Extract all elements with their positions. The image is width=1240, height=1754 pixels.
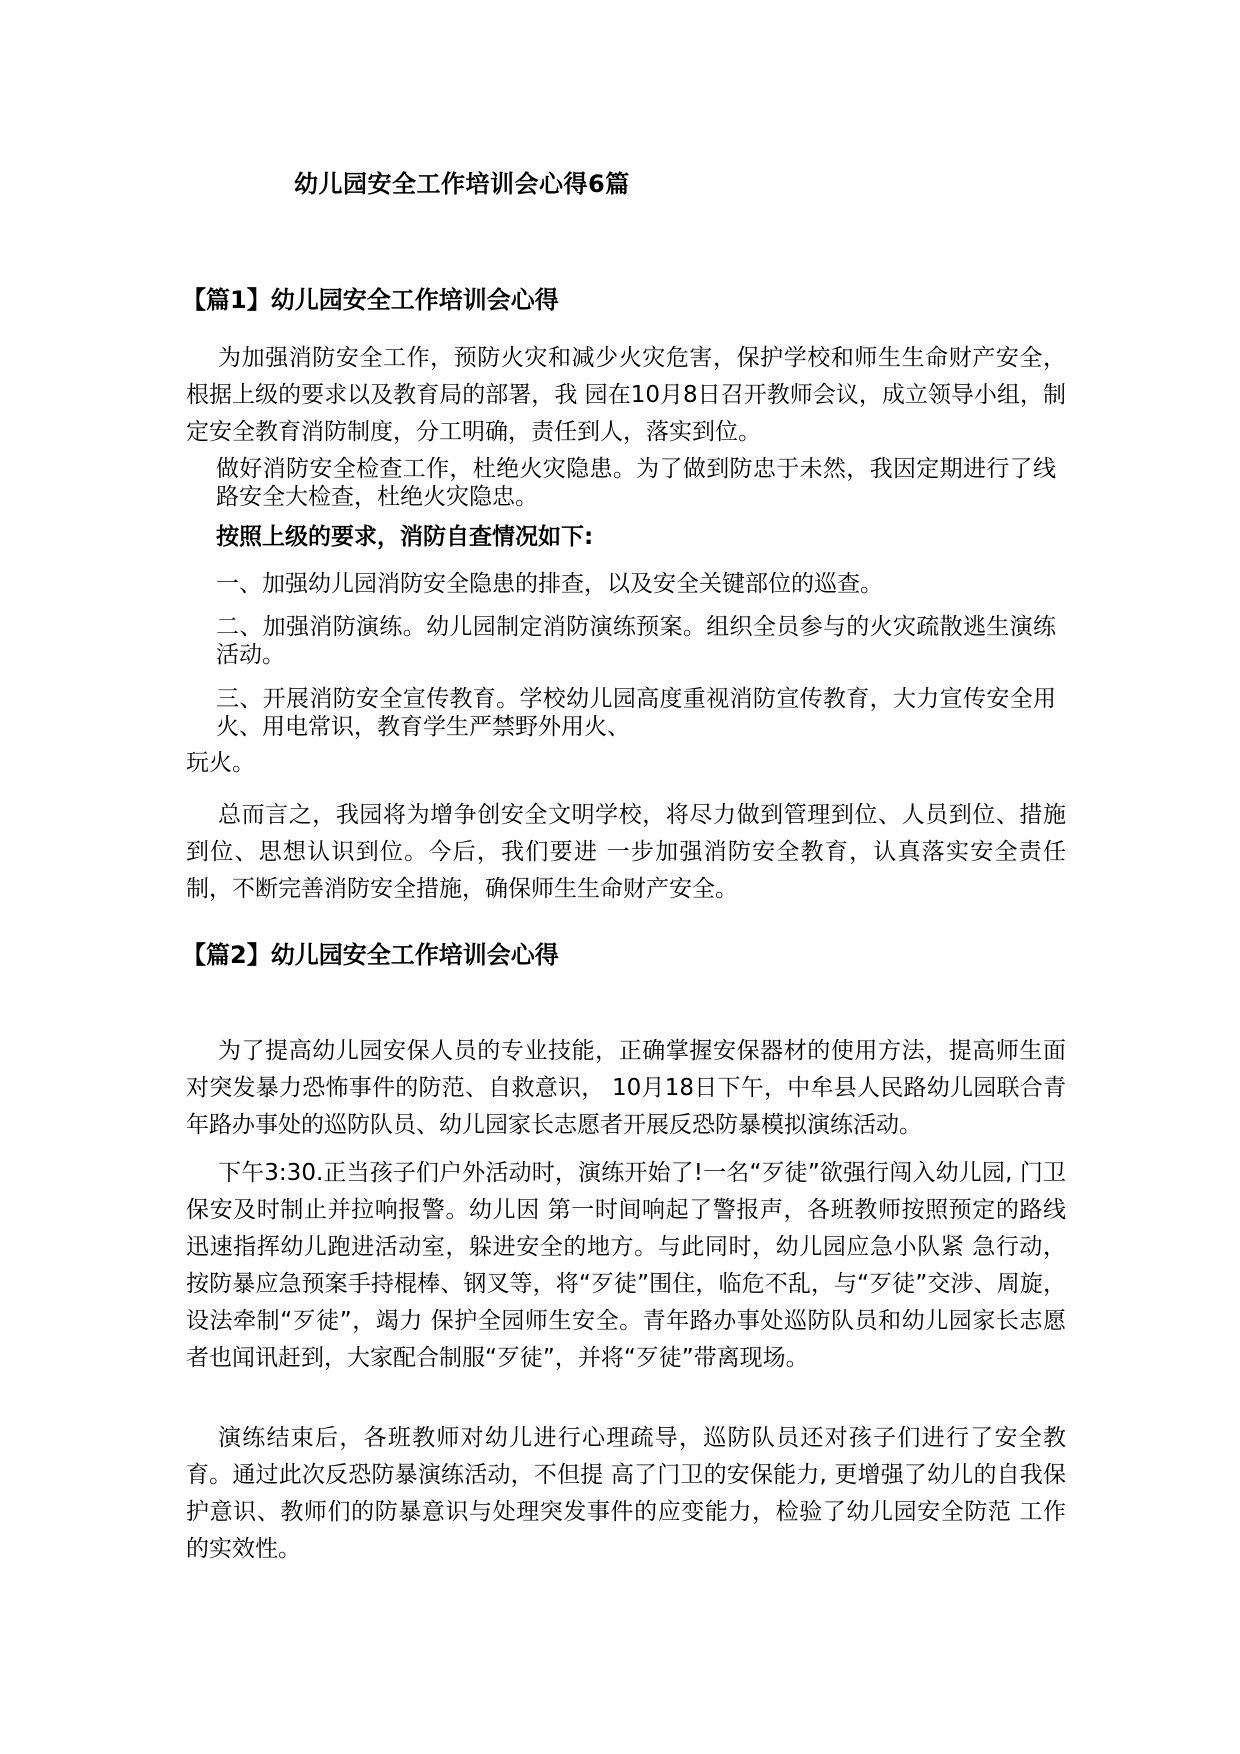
section-1-paragraph: 总而言之，我园将为增争创安全文明学校，将尽力做到管理到位、人员到位、措施到位、思想认识到位。今后，我们要进 一步加强消防安全教育，认真落实安全责任制，不断完善消防安全措施，确保师生生命财产安全。 (186, 802, 1066, 902)
section-2-paragraph: 为了提高幼儿园安保人员的专业技能，正确掌握安保器材的使用方法，提高师生面对突发暴力恐怖事件的防范、自救意识， 10月18日下午，中牟县人民路幼儿园联合青年路办事处的巡防队员、幼儿园家长志愿者开展反恐防暴模拟演练活动。 (186, 1038, 1066, 1138)
section-1-heading: 【篇1】幼儿园安全工作培训会心得 (182, 286, 559, 314)
section-1-list-item: 二、加强消防演练。幼儿园制定消防演练预案。组织全员参与的火灾疏散逃生演练活动。 (216, 614, 1056, 668)
section-1-paragraph: 做好消防安全检查工作，杜绝火灾隐患。为了做到防忠于未然，我因定期进行了线路安全大检查，杜绝火灾隐忠。 (216, 456, 1056, 510)
section-1-paragraph: 为加强消防安全工作，预防火灾和减少火灾危害，保护学校和师生生命财产安全，根据上级的要求以及教育局的部署，我 园在10月8日召开教师会议，成立领导小组，制定安全教育消防制度，分工明确，责任到人，落实到位。 (186, 345, 1066, 445)
section-1-paragraph: 按照上级的要求，消防自查情况如下: (216, 524, 594, 550)
section-1-list-item: 三、开展消防安全宣传教育。学校幼儿园高度重视消防宣传教育，大力宣传安全用火、用电常识，教育学生严禁野外用火、 (216, 686, 1056, 740)
section-2-heading: 【篇2】幼儿园安全工作培训会心得 (182, 941, 559, 969)
section-1-list-item: 一、加强幼儿园消防安全隐患的排查，以及安全关键部位的巡查。 (216, 571, 883, 597)
section-1-paragraph: 玩火。 (186, 750, 255, 776)
section-2-paragraph: 演练结束后，各班教师对幼儿进行心理疏导，巡防队员还对孩子们进行了安全教育。通过此次反恐防暴演练活动，不但提 高了门卫的安保能力, 更增强了幼儿的自我保护意识、教师们的防暴意识与处理突发事件的应变能力，检验了幼儿园安全防范 工作的实效性。 (186, 1425, 1066, 1562)
document-title: 幼儿园安全工作培训会心得6篇 (294, 170, 630, 198)
section-2-paragraph: 下午3:30.正当孩子们户外活动时，演练开始了!一名“歹徒”欲强行闯入幼儿园, 门卫保安及时制止并拉响报警。幼儿因 第一时间响起了警报声，各班教师按照预定的路线迅速指挥幼儿跑进活动室，躲进安全的地方。与此同时，幼儿园应急小队紧 急行动，按防暴应急预案手持棍棒、钢叉等，将“歹徒”围住，临危不乱，与“歹徒”交涉、周旋，设法牵制“歹徒”，竭力 保护全园师生安全。青年路办事处巡防队员和幼儿园家长志愿者也闻讯赶到，大家配合制服“歹徒”，并将“歹徒”带离现场。 (186, 1160, 1066, 1371)
